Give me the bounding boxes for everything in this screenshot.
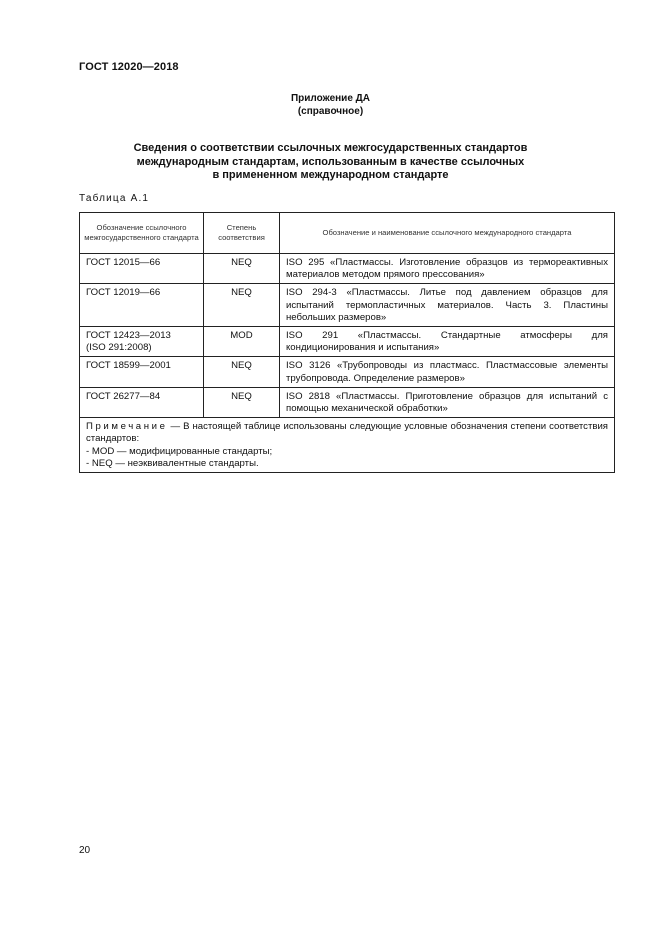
standard-code: ГОСТ 12423—2013 bbox=[86, 330, 171, 342]
note-item-neq: - NEQ — неэквивалентные стандарты. bbox=[86, 457, 259, 469]
degree-cell: MOD bbox=[204, 327, 280, 357]
standard-code: ГОСТ 26277—84 bbox=[86, 390, 161, 402]
iso-standard-cell: ISO 2818 «Пластмассы. Приготовление образцов для испытаний с помощью механической обработки» bbox=[280, 387, 615, 417]
standard-code-cell bbox=[80, 327, 204, 357]
column-header-degree: Степень соответствия bbox=[204, 213, 280, 254]
standard-code-cell bbox=[80, 284, 204, 327]
note-label: Примечание bbox=[86, 421, 168, 433]
degree-cell: NEQ bbox=[204, 254, 280, 284]
document-code: ГОСТ 12020—2018 bbox=[79, 61, 179, 73]
table-note bbox=[80, 418, 615, 473]
iso-standard-cell: ISO 294-3 «Пластмассы. Литье под давлением образцов для испытаний термопластичных материалов. Часть 3. Пластины небольших размеров» bbox=[280, 284, 615, 327]
table-note-row bbox=[80, 418, 615, 473]
section-heading bbox=[0, 142, 661, 183]
standard-code-secondary: (ISO 291:2008) bbox=[86, 342, 152, 354]
note-text: — В настоящей таблице использованы следующие условные обозначения степени соответствия стандартов: bbox=[86, 421, 608, 445]
standard-code-cell bbox=[80, 387, 204, 417]
column-header-code: Обозначение ссылочного межгосударственного стандарта bbox=[80, 213, 204, 254]
degree-cell: NEQ bbox=[204, 284, 280, 327]
standard-code-cell bbox=[80, 254, 204, 284]
table-row bbox=[80, 284, 615, 327]
note-item-mod: - MOD — модифицированные стандарты; bbox=[86, 445, 273, 457]
degree-cell: NEQ bbox=[204, 387, 280, 417]
standards-table bbox=[79, 212, 615, 473]
heading-line-3: в примененном международном стандарте bbox=[212, 169, 449, 181]
heading-line-1: Сведения о соответствии ссылочных межгосударственных стандартов bbox=[133, 142, 528, 154]
standard-code: ГОСТ 12019—66 bbox=[86, 287, 161, 299]
table-row bbox=[80, 327, 615, 357]
annex-heading bbox=[0, 92, 661, 118]
annex-subtitle: (справочное) bbox=[297, 106, 364, 117]
column-header-iso: Обозначение и наименование ссылочного международного стандарта bbox=[280, 213, 615, 254]
iso-standard-cell: ISO 295 «Пластмассы. Изготовление образцов из термореактивных материалов методом прямого прессования» bbox=[280, 254, 615, 284]
heading-line-2: международным стандартам, использованным в качестве ссылочных bbox=[136, 155, 525, 168]
iso-standard-cell: ISO 3126 «Трубопроводы из пластмасс. Пластмассовые элементы трубопровода. Определение размеров» bbox=[280, 357, 615, 387]
table-row bbox=[80, 357, 615, 387]
annex-title: Приложение ДА bbox=[290, 93, 371, 104]
page-number: 20 bbox=[79, 845, 91, 856]
table-row bbox=[80, 387, 615, 417]
standard-code: ГОСТ 12015—66 bbox=[86, 257, 161, 268]
table-label: Таблица А.1 bbox=[79, 193, 150, 204]
standard-code-cell bbox=[80, 357, 204, 387]
table-row bbox=[80, 254, 615, 284]
standard-code: ГОСТ 18599—2001 bbox=[86, 360, 171, 372]
table-header-row bbox=[80, 213, 615, 254]
note-main bbox=[86, 421, 608, 445]
iso-standard-cell: ISO 291 «Пластмассы. Стандартные атмосферы для кондиционирования и испытания» bbox=[280, 327, 615, 357]
degree-cell: NEQ bbox=[204, 357, 280, 387]
